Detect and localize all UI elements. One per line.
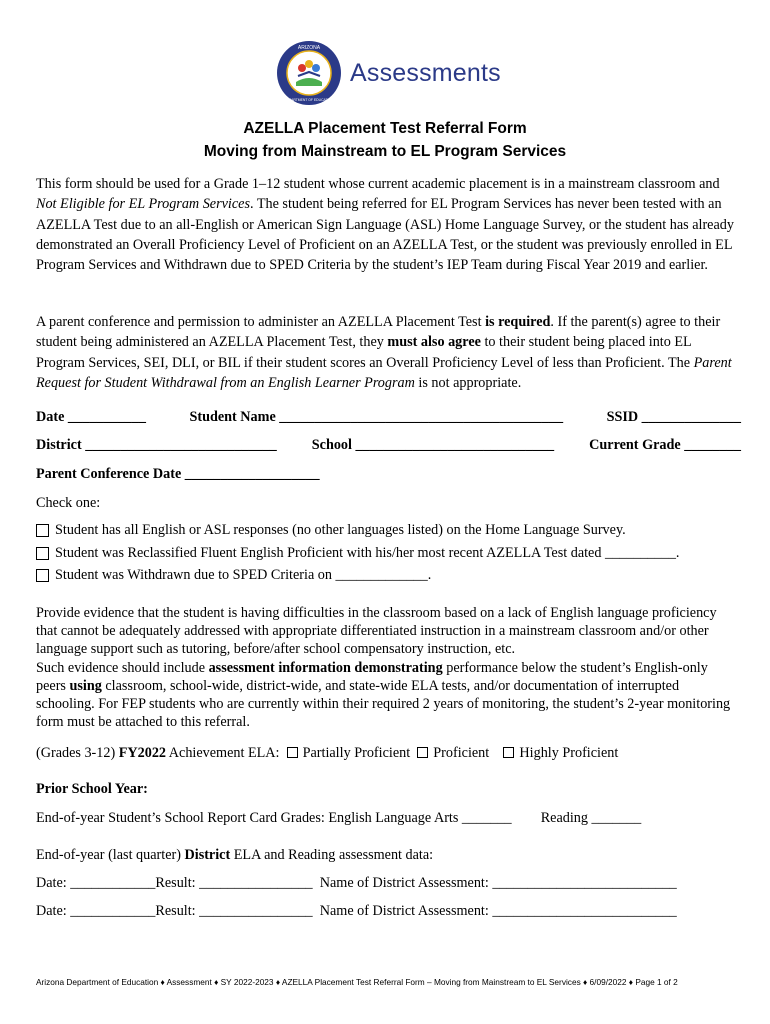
check-option-label: Student was Reclassified Fluent English Proficient with his/her most recent AZELLA Test dated __________. xyxy=(55,545,680,561)
intro-paragraph xyxy=(36,174,741,275)
assessment-result-field[interactable]: Result: ________________ xyxy=(155,875,313,891)
p2-text-c: . If the parent(s) agree to their student being administered an AZELLA Placement Test, they xyxy=(36,314,721,351)
lastq-text-c: ELA and Reading assessment data: xyxy=(230,847,434,863)
p3-text-f: classroom, school-wide, district-wide, and state-wide ELA tests, and/or documentation of interrupted schooling. For FEP students who are currently within their required 2 years of monitoring, the student’s 2-year monitoring form must be attached to this referral. xyxy=(36,677,731,731)
checkbox[interactable] xyxy=(36,569,49,582)
checkbox[interactable] xyxy=(36,524,49,537)
assessment-name-field[interactable]: Name of District Assessment: __________________________ xyxy=(319,903,677,919)
p1-text-a: This form should be used for a Grade 1–12 student whose current academic placement is in a mainstream classroom and xyxy=(36,176,720,192)
prior-school-year-heading: Prior School Year: xyxy=(36,781,148,797)
option-partially-proficient: Partially Proficient xyxy=(302,745,411,761)
fiscal-year: FY2022 xyxy=(118,745,167,761)
report-card-row xyxy=(36,810,741,827)
evidence-paragraph xyxy=(36,604,741,731)
check-one-label: Check one: xyxy=(36,495,101,511)
school-field[interactable]: School ____________________________ xyxy=(311,437,555,453)
assessment-date-field[interactable]: Date: ____________ xyxy=(36,903,156,919)
p1-text-b: Not Eligible for EL Program Services xyxy=(36,196,250,213)
p3-text-b: Such evidence should include xyxy=(36,659,209,676)
assessment-result-row xyxy=(36,903,741,920)
grades-prefix: (Grades 3-12) xyxy=(36,745,119,761)
ade-seal-icon xyxy=(276,40,342,106)
p3-text-e: using xyxy=(69,677,102,694)
student-name-field[interactable]: Student Name ________________________________________ xyxy=(189,409,564,425)
check-option-label: Student was Withdrawn due to SPED Criteria on _____________. xyxy=(55,567,432,583)
ela-grade-field[interactable]: End-of-year Student’s School Report Card Grades: English Language Arts _______ xyxy=(36,810,512,826)
check-option-sped[interactable] xyxy=(36,567,431,584)
p2-text-a: A parent conference and permission to administer an AZELLA Placement Test xyxy=(36,314,486,330)
p2-text-b: is required xyxy=(485,314,551,330)
lastq-text-b: District xyxy=(184,847,231,863)
assessment-result-row xyxy=(36,875,741,892)
p2-text-e: to their student being placed into EL Program Services, SEI, DLI, or BIL if their student scores an Overall Proficiency Level of less than Proficient. The xyxy=(36,334,694,371)
check-option-rfep[interactable] xyxy=(36,545,679,562)
p3-text-a: Provide evidence that the student is having difficulties in the classroom based on a lack of English language proficiency that cannot be adequately addressed with appropriate differentiated instruction in a mainstream classroom and/or other language support such as tutoring, before/after school compensatory instruction, etc. xyxy=(36,605,717,658)
logo-wordmark: Assessments xyxy=(350,58,501,87)
assessment-name-field[interactable]: Name of District Assessment: __________________________ xyxy=(319,875,677,891)
check-option-hls[interactable] xyxy=(36,522,626,539)
page-footer: Arizona Department of Education ♦ Assessment ♦ SY 2022-2023 ♦ AZELLA Placement Test Referral Form – Moving from Mainstream to EL Services ♦ 6/09/2022 ♦ Page 1 of 2 xyxy=(36,977,678,987)
p3-text-d: performance below the student’s English-only peers xyxy=(36,659,708,694)
ssid-field[interactable]: SSID ______________ xyxy=(606,409,741,425)
lastq-text-a: End-of-year (last quarter) xyxy=(36,847,185,863)
assessment-date-field[interactable]: Date: ____________ xyxy=(36,875,156,891)
p2-text-d: must also agree xyxy=(387,334,481,351)
seal-text-bottom: DEPARTMENT OF EDUCATION xyxy=(284,98,334,102)
form-subtitle: Moving from Mainstream to EL Program Services xyxy=(203,143,567,160)
check-option-label: Student has all English or ASL responses (no other languages listed) on the Home Language Survey. xyxy=(55,522,626,538)
option-proficient: Proficient xyxy=(433,745,490,761)
p1-text-c: . The student being referred for EL Program Services has never been tested with an AZELLA Test due to an all-English or American Sign Language (ASL) Home Language Survey, or the student has already demonstrated an Overall Proficiency Level of Proficient on an AZELLA Test, or the student was previously enrolled in EL Program Services and Withdrawn due to SPED Criteria by the student’s IEP Team during Fiscal Year 2019 and earlier. xyxy=(36,196,734,274)
parent-conference-paragraph xyxy=(36,312,741,393)
checkbox-highly-proficient[interactable] xyxy=(503,747,514,758)
seal-text-top: ARIZONA xyxy=(297,45,321,51)
reading-grade-field[interactable]: Reading _______ xyxy=(540,810,642,826)
checkbox-proficient[interactable] xyxy=(417,747,428,758)
option-highly-proficient: Highly Proficient xyxy=(519,745,619,761)
checkbox-partially-proficient[interactable] xyxy=(287,747,298,758)
assessments-logo xyxy=(276,38,501,108)
assessment-result-field[interactable]: Result: ________________ xyxy=(155,903,313,919)
district-assessment-heading xyxy=(36,847,741,864)
date-field[interactable]: Date ___________ xyxy=(36,409,146,425)
school-info-row xyxy=(36,437,741,454)
current-grade-field[interactable]: Current Grade ________ xyxy=(589,437,741,453)
p2-text-f: Parent Request for Student Withdrawal from an English Learner Program xyxy=(36,354,732,391)
checkbox[interactable] xyxy=(36,547,49,560)
student-info-row xyxy=(36,409,741,426)
p2-text-g: is not appropriate. xyxy=(414,374,522,391)
parent-conference-date-field[interactable]: Parent Conference Date ___________________ xyxy=(36,466,320,482)
grades-suffix: Achievement ELA: xyxy=(166,745,280,761)
form-title: AZELLA Placement Test Referral Form xyxy=(243,120,527,137)
district-field[interactable]: District ___________________________ xyxy=(36,437,277,453)
achievement-ela-row xyxy=(36,745,741,762)
p3-text-c: assessment information demonstrating xyxy=(208,659,443,676)
